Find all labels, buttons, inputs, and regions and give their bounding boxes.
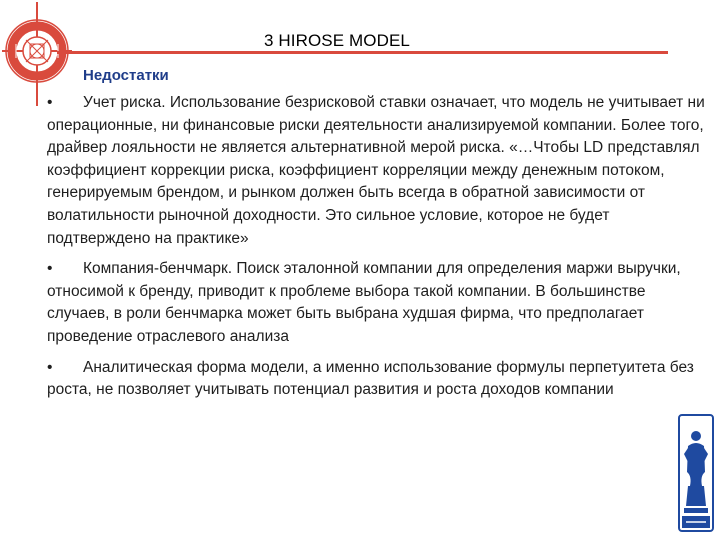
bullet-item <box>47 357 707 402</box>
bullet-item <box>47 258 707 348</box>
compass-logo-icon <box>2 2 72 106</box>
bullet-dot-icon: • <box>47 260 53 278</box>
slide-title: 3 HIROSE MODEL <box>264 31 410 50</box>
slide-subtitle: Недостатки <box>83 67 169 84</box>
statue-badge-icon <box>678 414 714 532</box>
bullet-text: Учет риска. Использование безрисковой ставки означает, что модель не учитывает ни операционные, ни финансовые риски деятельности анализируемой компании. Более того, драйвер лояльности не является альтернативной мерой риска. «…Чтобы LD представлял коэффициент коррекции риска, коэффициент корреляции между денежным потоком, генерируемым брендом, и рынком должен быть всегда в обратной зависимости от волатильности рыночной доходности. Это сильное условие, которое не будет подтверждено на практике» <box>47 94 705 247</box>
bullet-item <box>47 92 707 250</box>
bullet-list <box>47 92 707 410</box>
bullet-text: Аналитическая форма модели, а именно использование формулы перпетуитета без роста, не позволяет учитывать потенциал развития и роста доходов компании <box>47 358 694 399</box>
bullet-text: Компания-бенчмарк. Поиск эталонной компании для определения маржи выручки, относимой к бренду, приводит к проблеме выбора такой компании. В большинстве случаев, в роли бенчмарка может быть выбрана худшая фирма, что предполагает проведение отраслевого анализа <box>47 260 681 345</box>
title-underline-rule <box>57 51 668 54</box>
bullet-dot-icon: • <box>47 94 53 111</box>
bullet-dot-icon: • <box>47 358 53 376</box>
